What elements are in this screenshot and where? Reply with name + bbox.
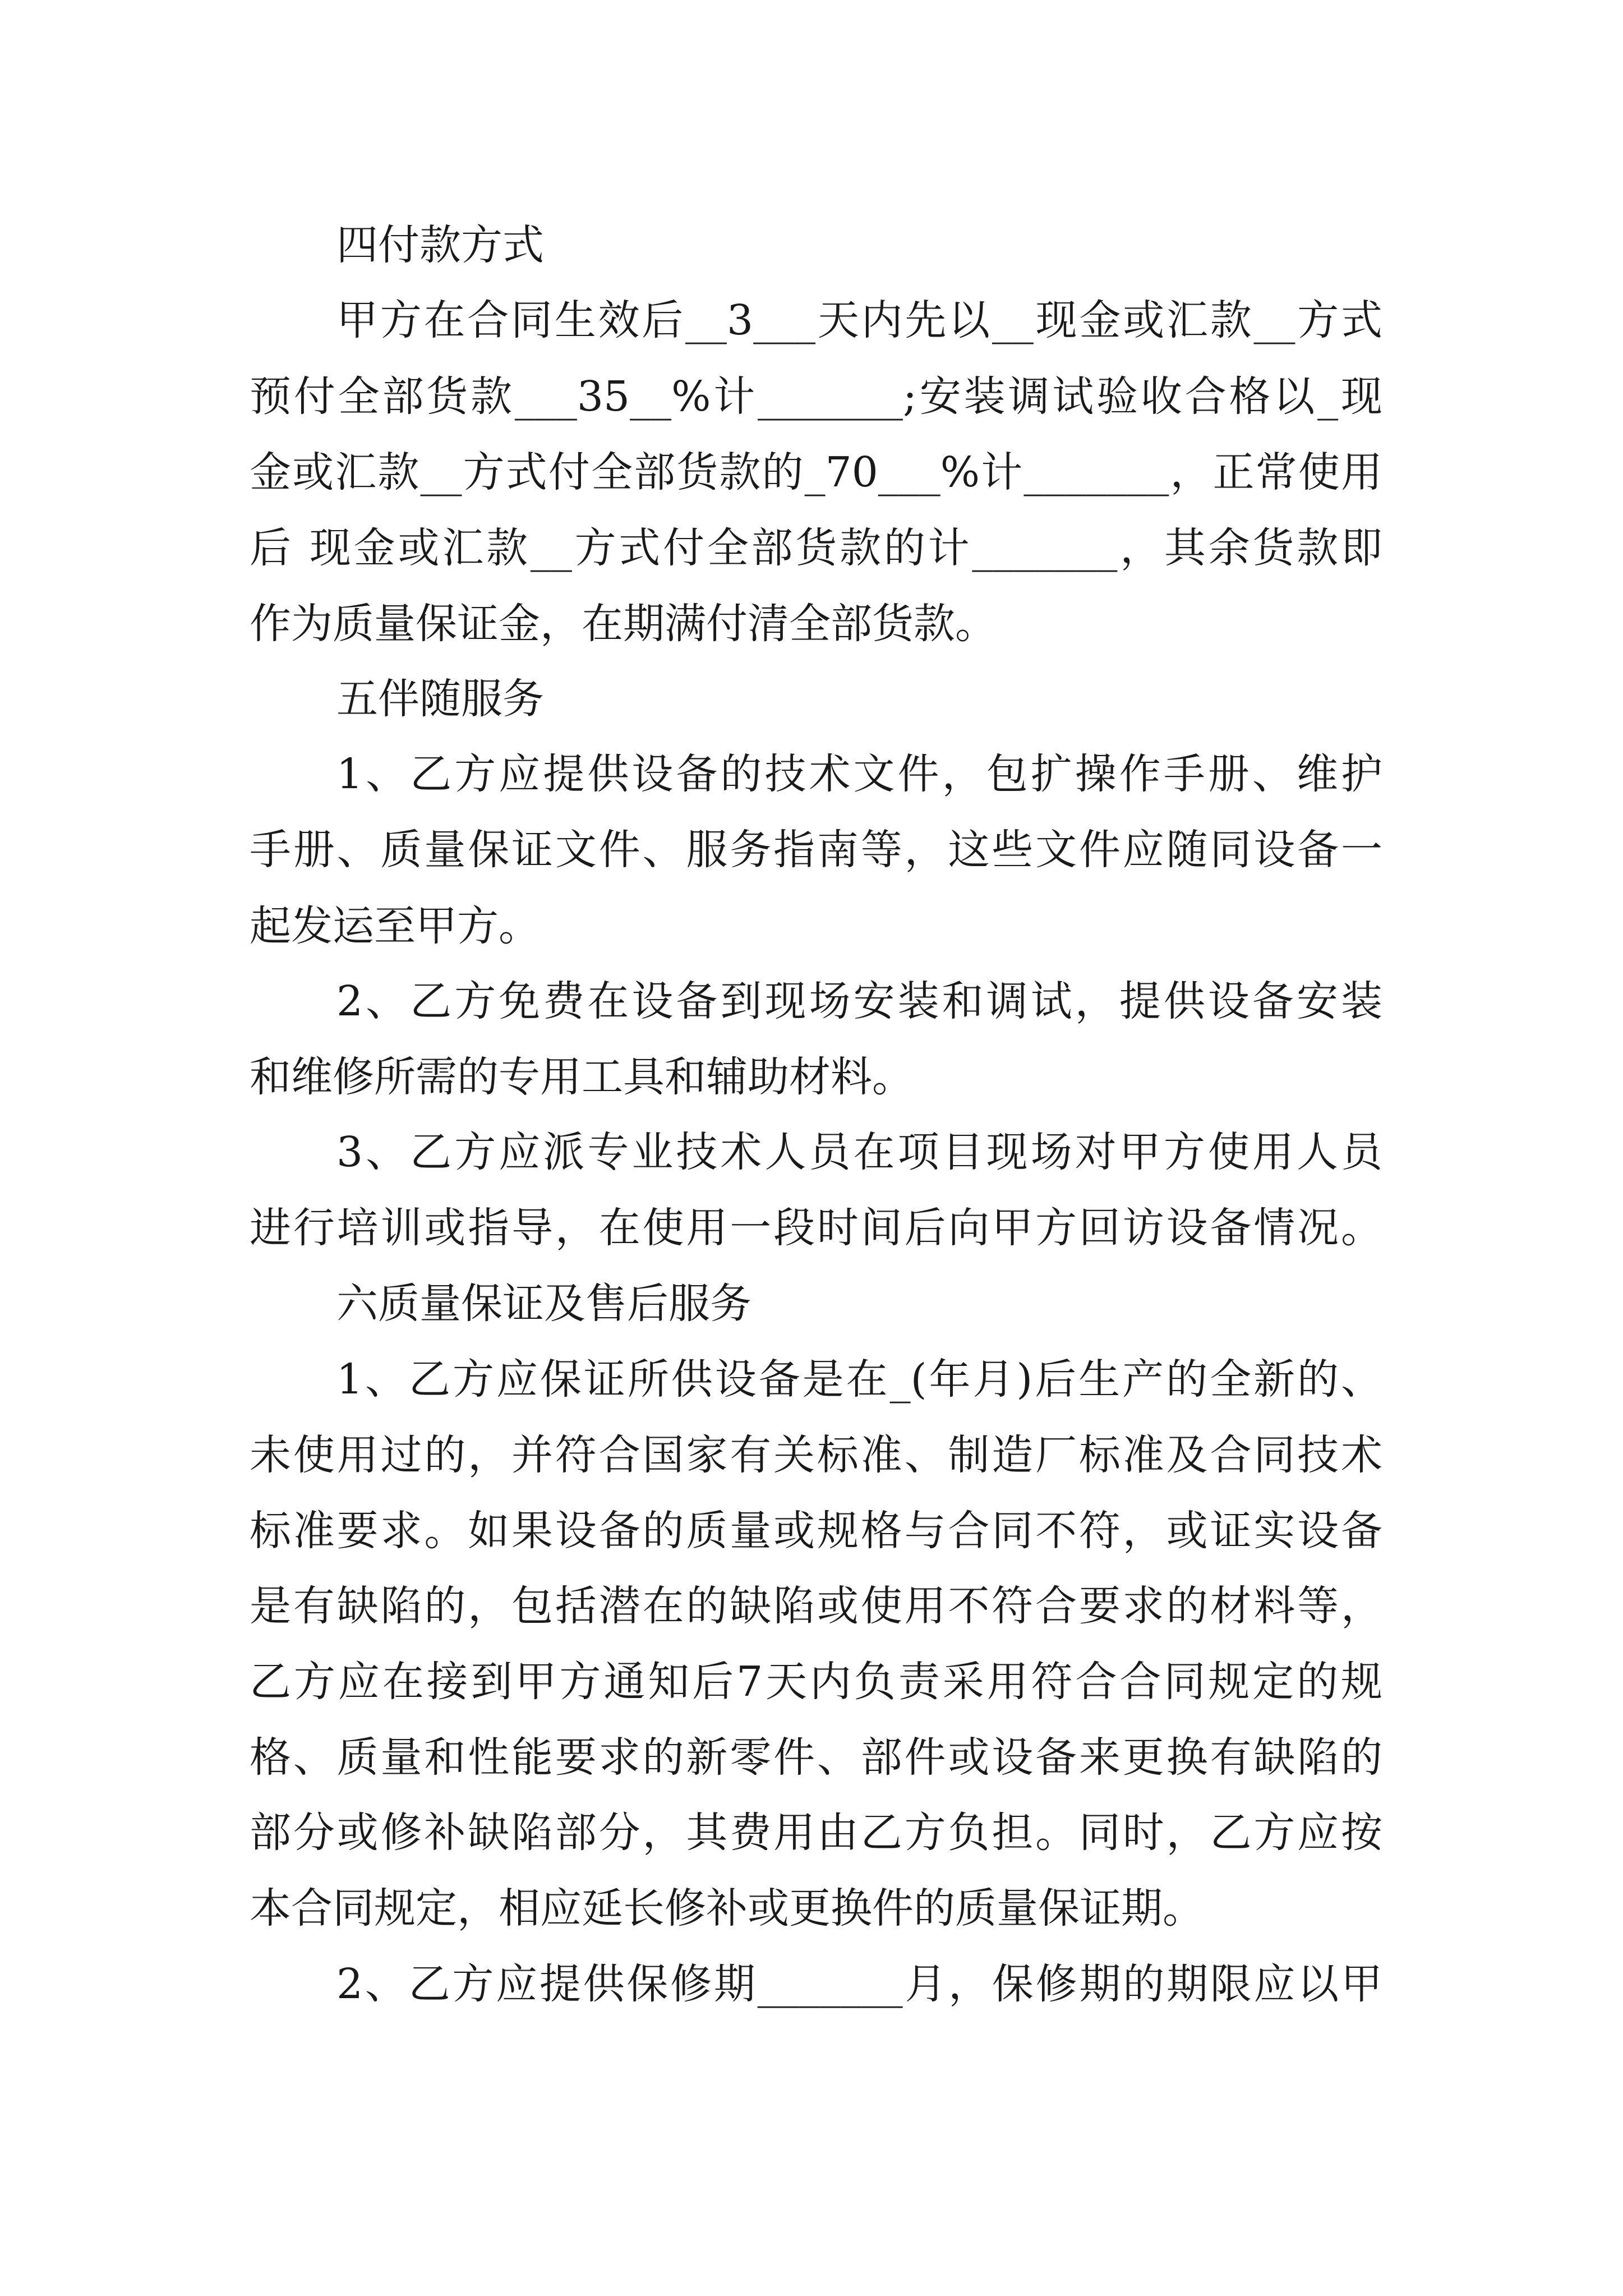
paragraph-line: 进行培训或指导，在使用一段时间后向甲方回访设备情况。 (250, 1204, 1382, 1252)
paragraph-line: 是有缺陷的，包括潜在的缺陷或使用不符合要求的材料等， (250, 1582, 1382, 1630)
paragraph-line: 起发运至甲方。 (250, 902, 540, 950)
paragraph-line: 部分或修补缺陷部分，其费用由乙方负担。同时，乙方应按 (250, 1809, 1382, 1857)
paragraph-line: 本合同规定，相应延长修补或更换件的质量保证期。 (250, 1884, 1204, 1932)
paragraph-line: 2、乙方应提供保修期_______月，保修期的期限应以甲 (336, 1960, 1382, 2008)
paragraph-line: 未使用过的，并符合国家有关标准、制造厂标准及合同技术 (250, 1431, 1382, 1479)
paragraph-line: 1、乙方应保证所供设备是在_(年月)后生产的全新的、 (336, 1355, 1382, 1404)
paragraph-line: 后 现金或汇款__方式付全部货款的计_______，其余货款即 (250, 524, 1382, 572)
section-heading-services: 五伴随服务 (336, 675, 544, 723)
paragraph-line: 金或汇款__方式付全部货款的_70___%计_______，正常使用 (250, 448, 1382, 496)
paragraph-line: 甲方在合同生效后__3___天内先以__现金或汇款__方式 (336, 296, 1382, 344)
paragraph-line: 作为质量保证金，在期满付清全部货款。 (250, 600, 997, 648)
paragraph-line: 手册、质量保证文件、服务指南等，这些文件应随同设备一 (250, 826, 1382, 874)
paragraph-line: 格、质量和性能要求的新零件、部件或设备来更换有缺陷的 (250, 1733, 1382, 1782)
paragraph-line: 3、乙方应派专业技术人员在项目现场对甲方使用人员 (336, 1128, 1382, 1176)
paragraph-line: 1、乙方应提供设备的技术文件，包扩操作手册、维护 (336, 750, 1382, 798)
paragraph-line: 和维修所需的专用工具和辅助材料。 (250, 1053, 914, 1101)
paragraph-line: 预付全部货款___35__%计_______;安装调试验收合格以_现 (250, 372, 1382, 421)
paragraph-line: 2、乙方免费在设备到现场安装和调试，提供设备安装 (336, 977, 1382, 1025)
section-heading-payment: 四付款方式 (336, 221, 544, 269)
section-heading-quality: 六质量保证及售后服务 (336, 1280, 751, 1328)
paragraph-line: 乙方应在接到甲方通知后7天内负责采用符合合同规定的规 (250, 1658, 1382, 1706)
paragraph-line: 标准要求。如果设备的质量或规格与合同不符，或证实设备 (250, 1507, 1382, 1555)
